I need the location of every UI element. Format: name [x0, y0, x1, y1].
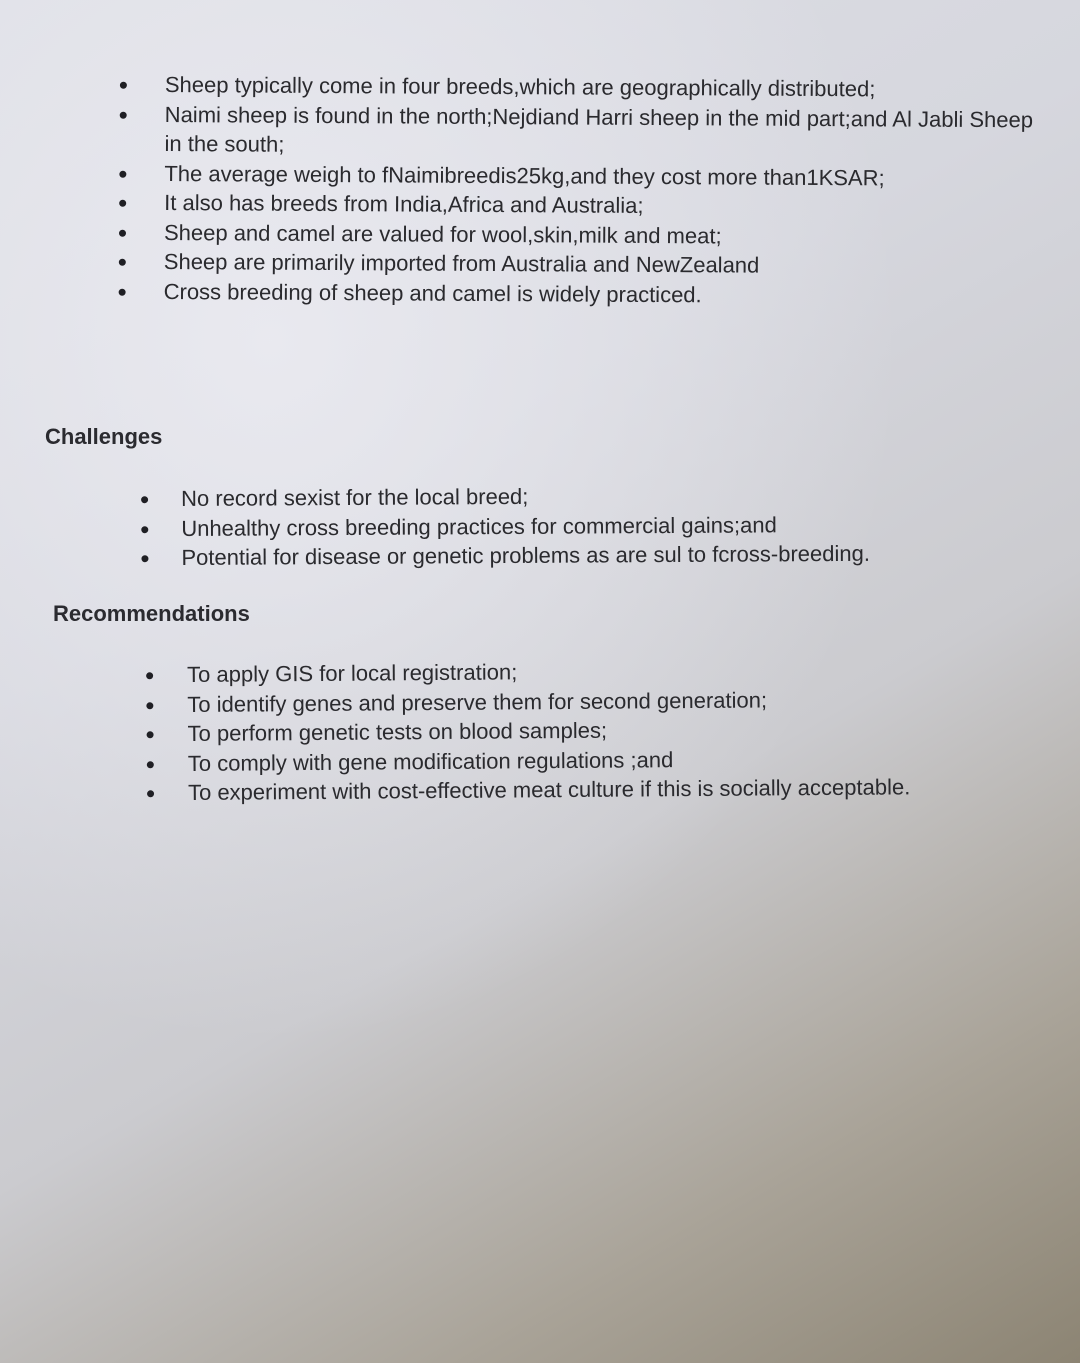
- list-item: Sheep typically come in four breeds,which are geographically distributed;: [165, 70, 1045, 105]
- list-item: It also has breeds from India,Africa and Australia;: [164, 188, 1044, 223]
- list-item: To apply GIS for local registration;: [187, 654, 909, 689]
- list-item: No record sexist for the local breed;: [181, 480, 870, 514]
- recommendations-heading: Recommendations: [53, 601, 250, 626]
- list-item: Potential for disease or genetic problems as are sul to fcross-breeding.: [181, 539, 870, 573]
- challenges-bullet-list: [181, 480, 870, 573]
- list-item: To identify genes and preserve them for second generation;: [187, 684, 909, 719]
- list-item: To comply with gene modification regulations ;and: [188, 743, 910, 778]
- list-item: The average weigh to fNaimibreedis25kg,and they cost more than1KSAR;: [164, 158, 1044, 193]
- intro-bullet-list: [164, 70, 1045, 311]
- list-item: Cross breeding of sheep and camel is widely practiced.: [164, 276, 1044, 311]
- list-item: Unhealthy cross breeding practices for commercial gains;and: [181, 509, 870, 543]
- list-item: To perform genetic tests on blood samples;: [187, 713, 909, 748]
- list-item: To experiment with cost-effective meat culture if this is socially acceptable.: [188, 772, 910, 807]
- list-item: Sheep and camel are valued for wool,skin,milk and meat;: [164, 217, 1044, 252]
- list-item: Sheep are primarily imported from Australia and NewZealand: [164, 247, 1044, 282]
- recommendations-bullet-list: [187, 654, 910, 807]
- challenges-heading: Challenges: [45, 424, 163, 449]
- list-item: Naimi sheep is found in the north;Nejdiand Harri sheep in the mid part;and Al Jabli Sheep in the south;: [164, 99, 1044, 163]
